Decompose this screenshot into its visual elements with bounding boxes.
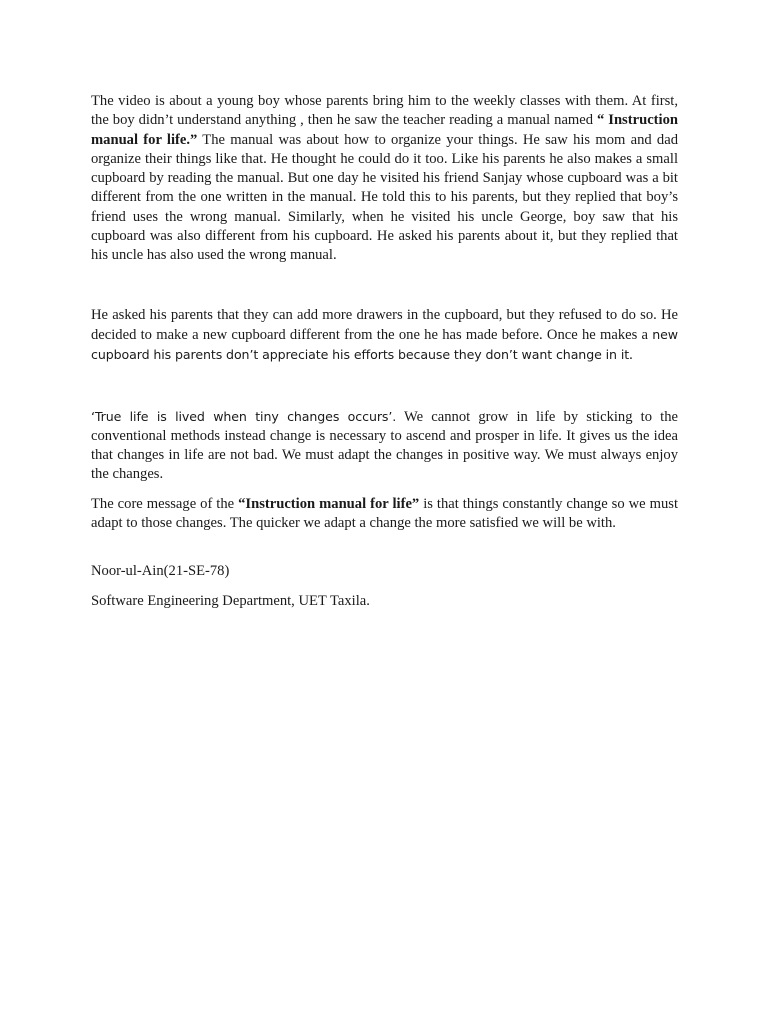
document-body [91,92,678,611]
paragraph-text: We cannot grow in life by sticking to the conventional methods instead change is necessary to ascend and prosper in life. It gives us the idea that changes in life are not bad. We must adapt the changes in positive way. We must always enjoy the changes. [91,408,678,483]
paragraph-text: . [629,347,633,364]
paragraph-text: is that things constantly change so we must adapt to those changes. The quicker we adapt a change the more satisfied we will be with. [91,495,678,532]
paragraph-core-message [91,495,678,534]
paragraph-text: The manual was about how to organize your things. He saw his mom and dad organize their things like that. He thought he could do it too. Like his parents he also makes a small cupboard by reading the manual. But one day he visited his friend Sanjay whose cupboard was a bit different from the one written in the manual. He told this to his parents, but they replied that boy’s friend uses the wrong manual. Similarly, when he visited his uncle George, boy saw that his cupboard was also different from his cupboard. He asked his parents about it, but they replied that his uncle has also used the wrong manual. [91,131,678,264]
paragraph-text: The core message of the [91,495,239,512]
paragraph-text: The video is about a young boy whose parents bring him to the weekly classes with them. At first, the boy didn’t understand anything , then he saw the teacher reading a manual named [91,93,678,129]
quote-text: ‘True life is lived when tiny changes occurs’. [91,408,397,424]
author-name: Noor-ul-Ain(21-SE-78) [91,563,230,580]
paragraph-text: He asked his parents that they can add more drawers in the cupboard, but they refused to do so. He decided to make a new cupboard different from the one he has made before. Once he makes a [91,306,678,343]
manual-title-emphasis: “Instruction manual for life” [238,495,420,512]
author-department: Software Engineering Department, UET Taxila. [91,592,370,609]
manual-title-emphasis: “ Instruction manual for life.” [91,112,678,148]
paragraph-video-summary [91,92,678,266]
paragraph-text-alt-font: new cupboard his parents don’t appreciate his efforts because they don’t want change in it [91,326,678,363]
paragraph-true-life [91,407,678,485]
paragraph-new-cupboard [91,306,678,366]
